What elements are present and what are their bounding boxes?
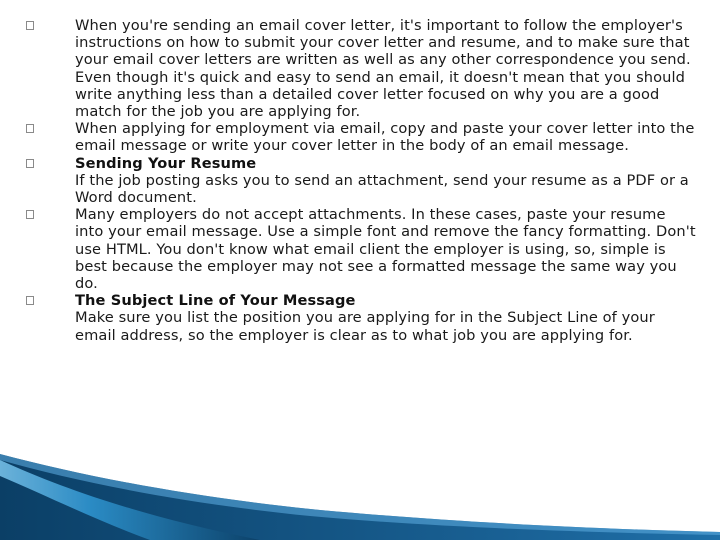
bullet-text: When you're sending an email cover letter, it's important to follow the employer's instructions on how to submit your cover letter and resume, and to make sure that your email cover letters are written as well as any other correspondence you send. Even though it's quick and easy to send an email, it doesn't mean that you should write anything less than a detailed cover letter focused on why you are a good match for the job you are applying for. xyxy=(75,17,691,121)
bullet-marker-icon xyxy=(26,124,34,133)
bullet-heading: Sending Your Resume xyxy=(75,154,257,172)
decorative-wave-graphic xyxy=(0,440,720,540)
bullet-item xyxy=(26,120,698,154)
bullet-marker-icon xyxy=(26,296,34,305)
bullet-text: Many employers do not accept attachments. In these cases, paste your resume into your email message. Use a simple font and remove the fancy formatting. Don't use HTML. You don't know what email client the employer is using, so, simple is best because the employer may not see a formatted message the same way you do. xyxy=(75,206,696,293)
bullet-marker-icon xyxy=(26,210,34,219)
bullet-marker-icon xyxy=(26,159,34,168)
bullet-text: Make sure you list the position you are applying for in the Subject Line of your email address, so the employer is clear as to what job you are applying for. xyxy=(75,309,655,344)
bullet-list xyxy=(26,17,698,344)
wave-shape-dark xyxy=(0,454,720,540)
bullet-item xyxy=(26,206,698,292)
bullet-item xyxy=(26,155,698,207)
bullet-text: If the job posting asks you to send an attachment, send your resume as a PDF or a Word document. xyxy=(75,171,689,207)
bullet-text: When applying for employment via email, copy and paste your cover letter into the email message or write your cover letter in the body of an email message. xyxy=(75,120,695,155)
bullet-heading: The Subject Line of Your Message xyxy=(75,292,356,310)
bullet-item xyxy=(26,17,698,120)
bullet-item xyxy=(26,292,698,344)
bullet-marker-icon xyxy=(26,21,34,30)
